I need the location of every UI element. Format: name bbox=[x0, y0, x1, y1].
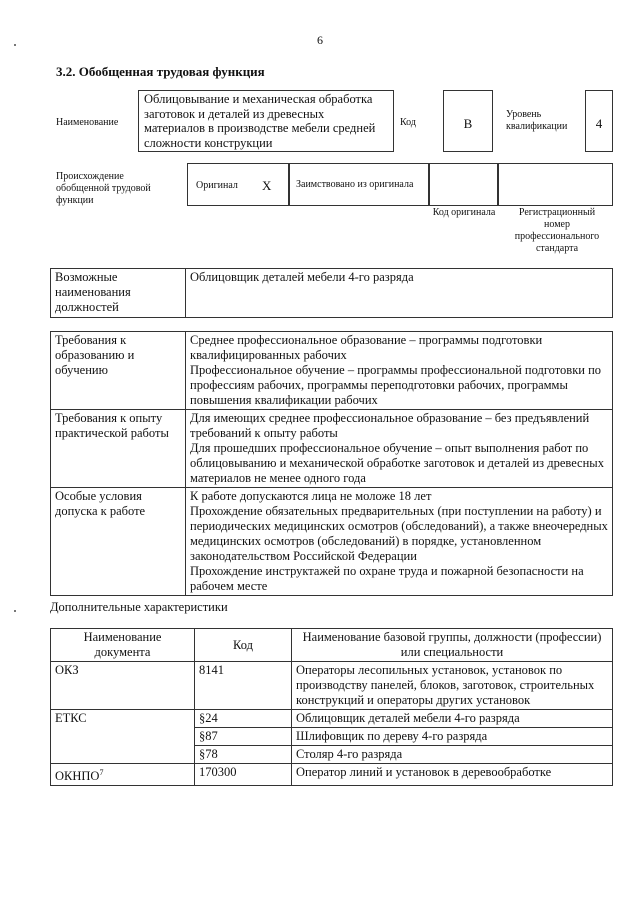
requirement-label: Требования к образованию и обучению bbox=[51, 332, 186, 410]
table-row bbox=[51, 710, 613, 728]
original-code-cell bbox=[429, 163, 498, 206]
page-number: 6 bbox=[317, 33, 323, 47]
header-code: Код bbox=[195, 629, 292, 662]
requirement-line: К работе допускаются лица не моложе 18 лет bbox=[190, 489, 432, 503]
doc-name: ОКНПО bbox=[55, 769, 100, 784]
positions-table bbox=[50, 268, 613, 318]
original-code-caption: Код оригинала bbox=[432, 207, 496, 218]
name-label: Наименование bbox=[56, 117, 119, 128]
original-label: Оригинал bbox=[196, 180, 238, 191]
additional-table bbox=[50, 628, 613, 786]
requirement-line: Для имеющих среднее профессиональное образование – без предъявлений требований к опыту работы bbox=[190, 411, 590, 440]
code-label: Код bbox=[400, 117, 416, 128]
header-document: Наименование документа bbox=[51, 629, 195, 662]
positions-value: Облицовщик деталей мебели 4-го разряда bbox=[186, 269, 613, 318]
requirement-line: Для прошедших профессиональное обучение – опыт выполнения работ по облицовыванию и механической обработке заготовок и деталей из древесных материалов не менее одного года bbox=[190, 441, 604, 485]
positions-row bbox=[51, 269, 613, 318]
requirement-label: Особые условия допуска к работе bbox=[51, 488, 186, 596]
name-cell: Шлифовщик по дереву 4-го разряда bbox=[292, 728, 613, 746]
scan-speck bbox=[14, 44, 16, 46]
footnote-ref: 7 bbox=[99, 768, 104, 777]
code-value: B bbox=[443, 90, 493, 152]
requirement-line: Среднее профессиональное образование – программы подготовки квалифицированных рабочих bbox=[190, 333, 543, 362]
section-title: 3.2. Обобщенная трудовая функция bbox=[56, 64, 265, 79]
code-cell: §24 bbox=[195, 710, 292, 728]
requirement-content bbox=[186, 410, 613, 488]
additional-title: Дополнительные характеристики bbox=[50, 600, 228, 614]
header-name: Наименование базовой группы, должности (профессии) или специальности bbox=[292, 629, 613, 662]
requirement-label: Требования к опыту практической работы bbox=[51, 410, 186, 488]
requirement-line: Прохождение инструктажей по охране труда и пожарной безопасности на рабочем месте bbox=[190, 564, 584, 593]
requirement-line: Прохождение обязательных предварительных (при поступлении на работу) и периодических медицинских осмотров (обследований), а также внеочередных медицинских осмотров (обследований) в порядке, установленном законодательством Российской Федерации bbox=[190, 504, 608, 563]
requirement-line: Профессиональное обучение – программы профессиональной подготовки по профессиям рабочих, программы переподготовки рабочих, программы повышения квалификации рабочих bbox=[190, 363, 602, 407]
requirement-row bbox=[51, 410, 613, 488]
requirement-content bbox=[186, 488, 613, 596]
requirement-content bbox=[186, 332, 613, 410]
reg-number-cell bbox=[498, 163, 613, 206]
code-cell: 170300 bbox=[195, 764, 292, 786]
level-label: Уровень квалификации bbox=[506, 109, 568, 132]
doc-cell bbox=[51, 764, 195, 786]
table-row bbox=[51, 662, 613, 710]
level-value: 4 bbox=[585, 90, 613, 152]
reg-number-caption: Регистрационный номер профессионального стандарта bbox=[514, 207, 600, 254]
code-cell: 8141 bbox=[195, 662, 292, 710]
doc-cell: ЕТКС bbox=[51, 710, 195, 764]
borrowed-cell bbox=[289, 163, 429, 206]
name-cell: Облицовщик деталей мебели 4-го разряда bbox=[292, 710, 613, 728]
name-cell: Операторы лесопильных установок, установок по производству панелей, блоков, заготовок, строительных конструкций и операторы других установок bbox=[292, 662, 613, 710]
requirements-table bbox=[50, 331, 613, 596]
name-cell: Оператор линий и установок в деревообработке bbox=[292, 764, 613, 786]
requirement-row bbox=[51, 488, 613, 596]
original-mark: X bbox=[262, 178, 272, 193]
code-cell: §87 bbox=[195, 728, 292, 746]
doc-cell: ОКЗ bbox=[51, 662, 195, 710]
origin-label: Происхождение обобщенной трудовой функции bbox=[56, 171, 151, 206]
requirement-row bbox=[51, 332, 613, 410]
name-value: Облицовывание и механическая обработка заготовок и деталей из древесных материалов в производстве мебели средней сложности конструкции bbox=[138, 90, 394, 152]
borrowed-label: Заимствовано из оригинала bbox=[296, 179, 414, 190]
additional-header-row bbox=[51, 629, 613, 662]
name-cell: Столяр 4-го разряда bbox=[292, 746, 613, 764]
table-row bbox=[51, 764, 613, 786]
scan-speck bbox=[14, 610, 16, 612]
positions-label: Возможные наименования должностей bbox=[51, 269, 186, 318]
code-cell: §78 bbox=[195, 746, 292, 764]
